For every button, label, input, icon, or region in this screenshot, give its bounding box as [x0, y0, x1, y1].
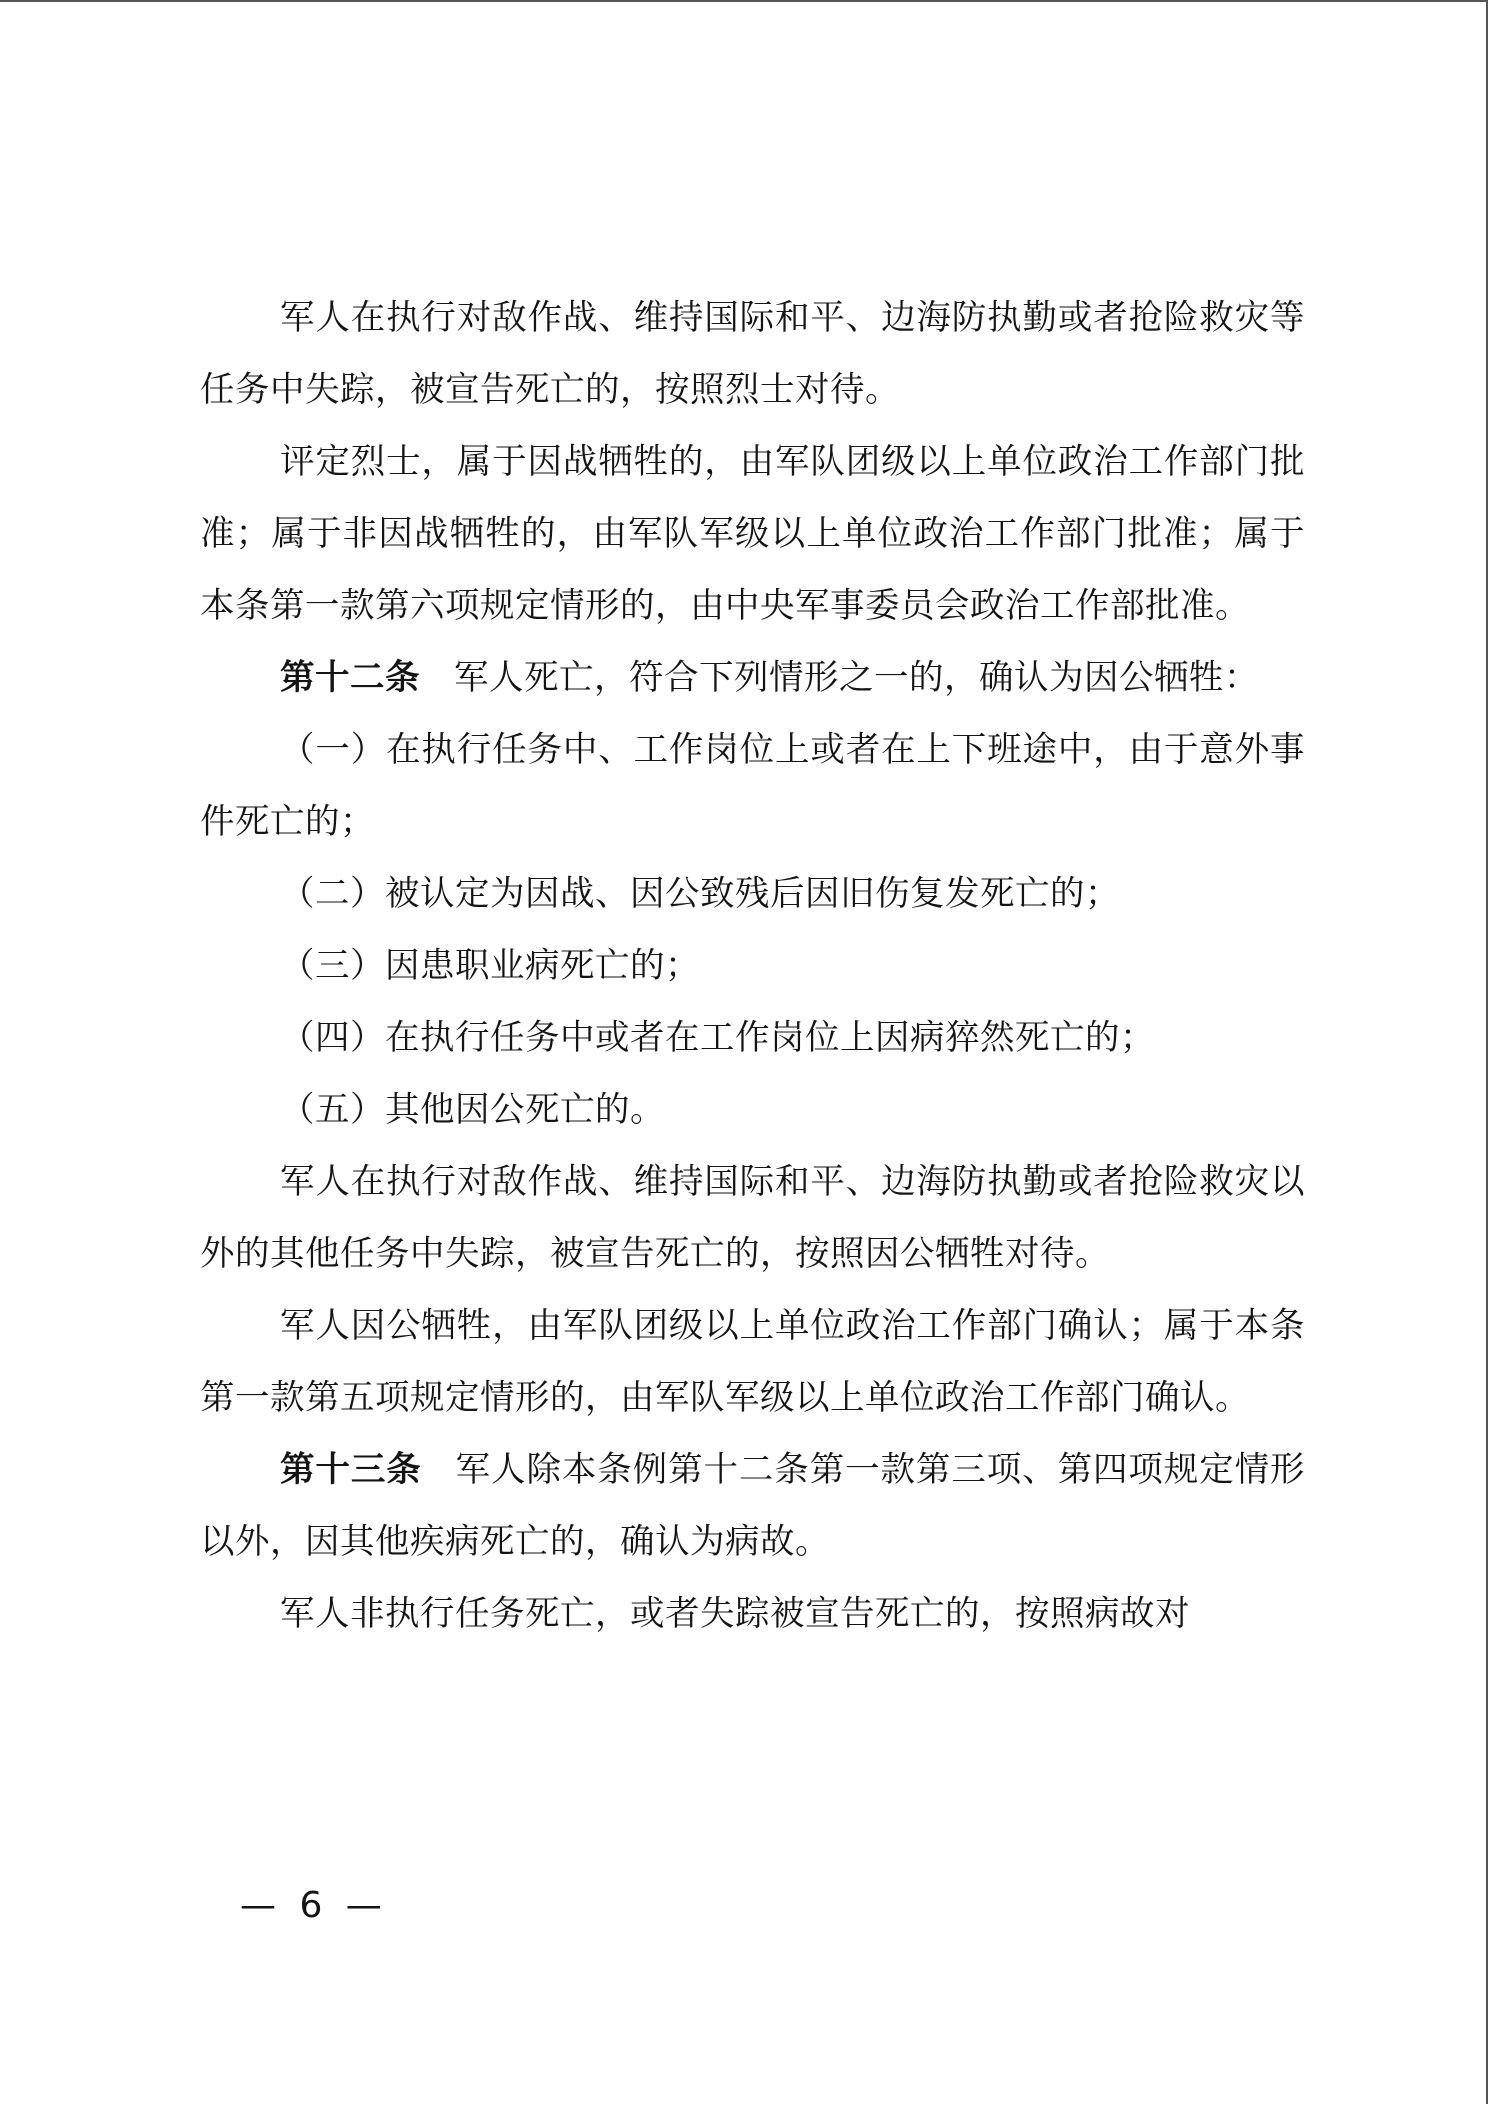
paragraph-text: 军人在执行对敌作战、维持国际和平、边海防执勤或者抢险救灾以外的其他任务中失踪，被宣告死亡的，按照因公牺牲对待。: [200, 1162, 1305, 1274]
paragraph-text: 军人非执行任务死亡，或者失踪被宣告死亡的，按照病故对: [280, 1594, 1190, 1634]
paragraph-text: 军人因公牺牲，由军队团级以上单位政治工作部门确认；属于本条第一款第五项规定情形的，由军队军级以上单位政治工作部门确认。: [200, 1306, 1305, 1418]
paragraph-4: [200, 1290, 1305, 1434]
paragraph-3: [200, 1146, 1305, 1290]
list-item-1: [200, 714, 1305, 858]
paragraph-text: （三）因患职业病死亡的；: [280, 946, 700, 986]
article-12-paragraph: [200, 642, 1305, 714]
page-number: — 6 —: [240, 1885, 388, 1926]
list-item-2: [200, 858, 1305, 930]
paragraph-5: [200, 1578, 1305, 1650]
list-item-4: [200, 1002, 1305, 1074]
paragraph-2: [200, 426, 1305, 642]
article-heading: 第十三条: [280, 1450, 422, 1490]
paragraph-text: （四）在执行任务中或者在工作岗位上因病猝然死亡的；: [280, 1018, 1155, 1058]
paragraph-text: （二）被认定为因战、因公致残后因旧伤复发死亡的；: [280, 874, 1120, 914]
article-13-paragraph: [200, 1434, 1305, 1578]
paragraph-text: 军人在执行对敌作战、维持国际和平、边海防执勤或者抢险救灾等任务中失踪，被宣告死亡的，按照烈士对待。: [200, 298, 1305, 410]
paragraph-text: 评定烈士，属于因战牺牲的，由军队团级以上单位政治工作部门批准；属于非因战牺牲的，由军队军级以上单位政治工作部门批准；属于本条第一款第六项规定情形的，由中央军事委员会政治工作部批准。: [200, 442, 1305, 626]
paragraph-1: [200, 282, 1305, 426]
paragraph-text: （五）其他因公死亡的。: [280, 1090, 665, 1130]
list-item-5: [200, 1074, 1305, 1146]
article-heading: 第十二条: [280, 658, 420, 698]
paragraph-text: 军人除本条例第十二条第一款第三项、第四项规定情形以外，因其他疾病死亡的，确认为病故。: [200, 1450, 1306, 1562]
paragraph-text: （一）在执行任务中、工作岗位上或者在上下班途中，由于意外事件死亡的；: [200, 730, 1305, 842]
document-body: [200, 282, 1305, 1650]
list-item-3: [200, 930, 1305, 1002]
paragraph-text: 军人死亡，符合下列情形之一的，确认为因公牺牲：: [454, 658, 1259, 698]
